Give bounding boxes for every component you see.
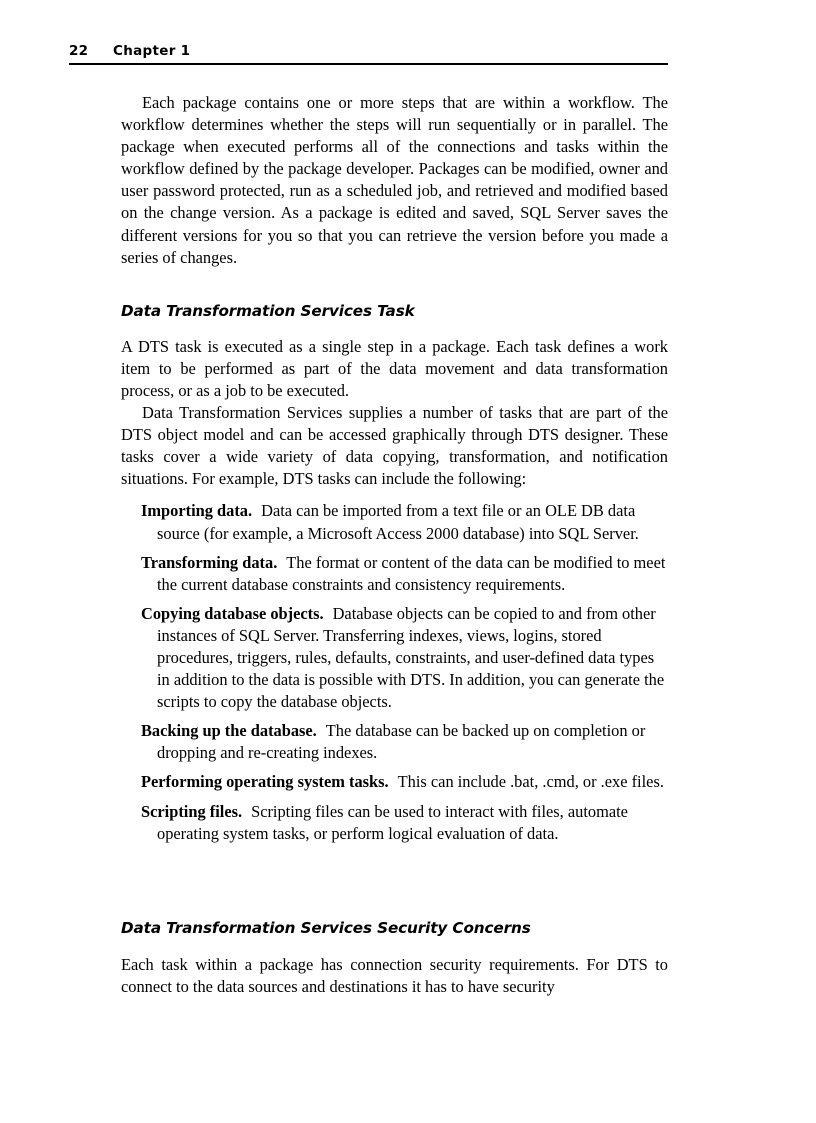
list-item [141, 801, 668, 845]
spacer [121, 845, 668, 865]
list-item-term: Scripting files. [141, 801, 243, 821]
list-item-description: This can include .bat, .cmd, or .exe files. [397, 772, 664, 792]
header-divider [69, 63, 668, 65]
spacer [121, 269, 668, 301]
heading-dts-security: Data Transformation Services Security Concerns [121, 918, 531, 937]
list-item [141, 771, 668, 793]
list-item [141, 552, 668, 596]
list-item-description: Data can be imported from a text file or an OLE DB data source (for example, a Microsoft Access 2000 database) into SQL Server. [157, 501, 639, 543]
spacer [121, 938, 668, 954]
spacer [121, 865, 668, 918]
list-item-description: The format or content of the data can be modified to meet the current database constraints and consistency requirements. [157, 552, 666, 594]
chapter-label: Chapter 1 [113, 43, 191, 59]
paragraph-security-intro: Each task within a package has connection security requirements. For DTS to connect to the data sources and destinations it has to have security [121, 954, 668, 996]
list-item [141, 500, 668, 544]
list-item-description: Database objects can be copied to and from other instances of SQL Server. Transferring indexes, views, logins, stored procedures, triggers, rules, defaults, constraints, and user-defined data types in addition to the data is possible with DTS. In addition, you can generate the scripts to copy the database objects. [157, 603, 665, 712]
page-number: 22 [69, 43, 89, 59]
list-item-term: Copying database objects. [141, 603, 324, 623]
spacer [121, 321, 668, 336]
paragraph-dts-supplies: Data Transformation Services supplies a number of tasks that are part of the DTS object model and can be accessed graphically through DTS designer. These tasks cover a wide variety of data copying, transformation, and notification situations. For example, DTS tasks can include the following: [121, 403, 668, 489]
list-item [141, 603, 668, 713]
list-item-description: Scripting files can be used to interact with files, automate operating system tasks, or perform logical evaluation of data. [157, 801, 628, 843]
list-item-term: Performing operating system tasks. [141, 772, 389, 792]
list-item-term: Transforming data. [141, 552, 278, 572]
paragraph-dts-task-intro: A DTS task is executed as a single step in a package. Each task defines a work item to be performed as part of the data movement and data transformation process, or as a job to be executed. [121, 336, 668, 400]
spacer [121, 490, 668, 500]
list-item-term: Backing up the database. [141, 721, 317, 741]
text-column [121, 92, 668, 998]
list-item [141, 720, 668, 764]
task-definition-list [121, 500, 668, 844]
list-item-term: Importing data. [141, 501, 253, 521]
heading-dts-task: Data Transformation Services Task [121, 301, 415, 320]
paragraph-packages: Each package contains one or more steps that are within a workflow. The workflow determines whether the steps will run sequentially or in parallel. The package when executed performs all of the connections and tasks within the workflow defined by the package developer. Packages can be modified, owner and user password protected, run as a scheduled job, and retrieved and modified based on the change version. As a package is edited and saved, SQL Server saves the different versions for you so that you can retrieve the version before you made a series of changes. [121, 93, 668, 267]
list-item-description: The database can be backed up on completion or dropping and re-creating indexes. [157, 721, 646, 763]
